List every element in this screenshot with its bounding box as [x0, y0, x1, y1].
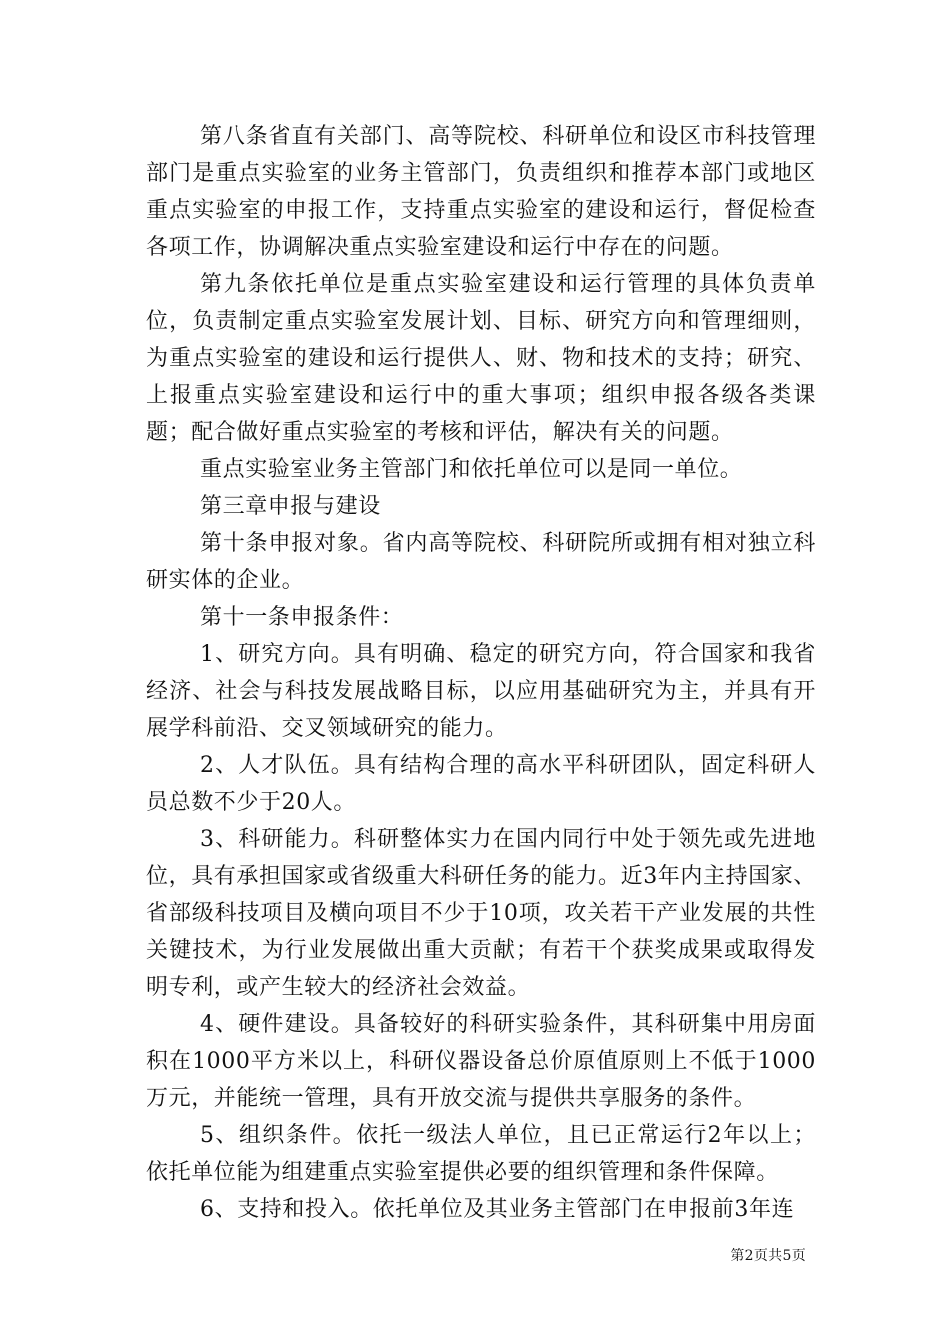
- document-body: [146, 118, 816, 1228]
- page-number-footer: 第2页共5页: [730, 1248, 806, 1264]
- list-item-organization: 5、组织条件。依托一级法人单位，且已正常运行2年以上；依托单位能为组建重点实验室提供必要的组织管理和条件保障。: [146, 1123, 816, 1185]
- list-item-talent-team: 2、人才队伍。具有结构合理的高水平科研团队，固定科研人员总数不少于20人。: [146, 753, 816, 815]
- paragraph-article-9: 第九条依托单位是重点实验室建设和运行管理的具体负责单位，负责制定重点实验室发展计划、目标、研究方向和管理细则，为重点实验室的建设和运行提供人、财、物和技术的支持；研究、上报重点实验室建设和运行中的重大事项；组织申报各级各类课题；配合做好重点实验室的考核和评估，解决有关的问题。: [146, 272, 816, 445]
- list-item-research-direction: 1、研究方向。具有明确、稳定的研究方向，符合国家和我省经济、社会与科技发展战略目标，以应用基础研究为主，并具有开展学科前沿、交叉领域研究的能力。: [146, 642, 816, 741]
- paragraph-same-unit-note: 重点实验室业务主管部门和依托单位可以是同一单位。: [200, 457, 743, 482]
- list-item-support-investment: 6、支持和投入。依托单位及其业务主管部门在申报前3年连: [200, 1197, 795, 1222]
- paragraph-article-10: 第十条申报对象。省内高等院校、科研院所或拥有相对独立科研实体的企业。: [146, 531, 816, 593]
- paragraph-article-8: 第八条省直有关部门、高等院校、科研单位和设区市科技管理部门是重点实验室的业务主管部门，负责组织和推荐本部门或地区重点实验室的申报工作，支持重点实验室的建设和运行，督促检查各项工作，协调解决重点实验室建设和运行中存在的问题。: [146, 124, 816, 260]
- list-item-hardware: 4、硬件建设。具备较好的科研实验条件，其科研集中用房面积在1000平方米以上，科研仪器设备总价原值原则上不低于1000万元，并能统一管理，具有开放交流与提供共享服务的条件。: [146, 1012, 816, 1111]
- paragraph-article-11: 第十一条申报条件：: [200, 605, 404, 630]
- list-item-research-capability: 3、科研能力。科研整体实力在国内同行中处于领先或先进地位，具有承担国家或省级重大科研任务的能力。近3年内主持国家、省部级科技项目及横向项目不少于10项，攻关若干产业发展的共性关键技术，为行业发展做出重大贡献；有若干个获奖成果或取得发明专利，或产生较大的经济社会效益。: [146, 827, 816, 1000]
- chapter-heading: 第三章申报与建设: [200, 494, 381, 519]
